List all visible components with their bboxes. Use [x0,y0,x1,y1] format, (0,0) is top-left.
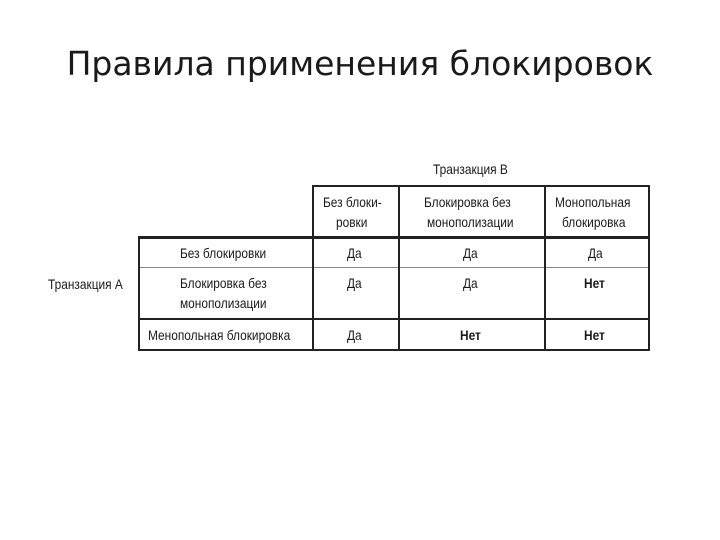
row1-bottom-border [138,267,650,268]
table-cell: Нет [584,327,605,343]
column-header-line1: Без блоки- [323,194,382,210]
table-left-border [138,236,140,351]
table-cell: Да [347,327,362,343]
row-header: Менопольная блокировка [148,327,291,343]
row-header-line1: Блокировка без [180,275,267,291]
header-bottom-border [138,236,650,239]
table-cell: Да [347,245,362,261]
table-cell: Да [588,245,603,261]
table-bottom-border [138,349,650,351]
table-cell: Да [463,245,478,261]
col2-separator [398,185,400,351]
row-header: Без блокировки [180,245,267,261]
row-header-line2: монополизации [180,295,267,311]
column-header-line2: ровки [336,214,368,230]
col3-separator [544,185,546,351]
col-group-label: Транзакция В [433,161,508,177]
col1-separator [312,185,314,351]
table-right-border [648,185,650,351]
column-header-line1: Блокировка без [424,194,511,210]
table-cell: Нет [460,327,481,343]
header-top-border [313,185,650,187]
table-cell: Да [347,275,362,291]
column-header-line1: Монопольная [555,194,631,210]
row2-bottom-border [138,318,650,320]
column-header-line2: монополизации [427,214,514,230]
table-cell: Нет [584,275,605,291]
row-group-label: Транзакция А [48,276,123,292]
slide-title: Правила применения блокировок [66,44,654,83]
table-cell: Да [463,275,478,291]
column-header-line2: блокировка [562,214,626,230]
